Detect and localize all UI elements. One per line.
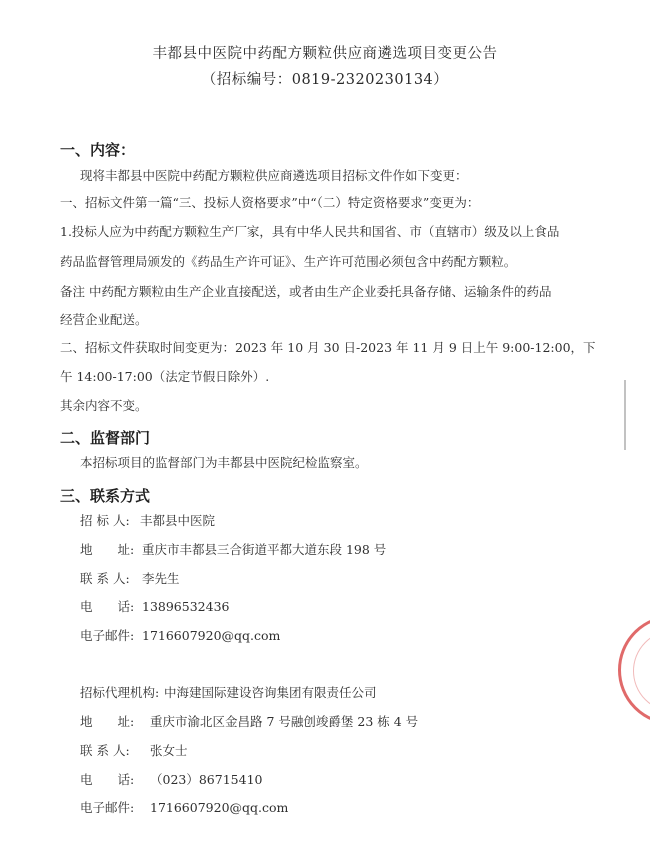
supervision-text: 本招标项目的监督部门为丰都县中医院纪检监察室。: [80, 455, 368, 470]
seal-inner-ring: [633, 630, 650, 712]
agency-contact-label: 联 系 人:: [80, 743, 130, 758]
tenderer-phone-label: 电 话:: [80, 599, 135, 614]
agency-contact-value: 张女士: [150, 743, 188, 758]
red-seal-stamp: [618, 615, 650, 725]
tenderer-row: [80, 515, 215, 528]
agency-row: [80, 687, 377, 700]
document-title: 丰都县中医院中药配方颗粒供应商遴选项目变更公告: [152, 46, 498, 62]
agency-address-row: [80, 716, 418, 729]
content-item-1-line1: 1.投标人应为中药配方颗粒生产厂家，具有中华人民共和国省、市（直辖市）级及以上食品: [60, 224, 560, 239]
tenderer-address-label: 地 址:: [80, 542, 135, 557]
agency-email-value: 1716607920@qq.com: [150, 800, 289, 815]
agency-address-value: 重庆市渝北区金昌路 7 号融创竣爵堡 23 栋 4 号: [150, 714, 419, 729]
content-change-1: 一、招标文件第一篇“三、投标人资格要求”中“（二）特定资格要求”变更为：: [60, 195, 480, 210]
agency-phone-value: （023）86715410: [150, 772, 263, 787]
content-change-2-line1: 二、招标文件获取时间变更为：2023 年 10 月 30 日-2023 年 11 月 9 日上午 9:00-12:00，下: [60, 340, 596, 355]
agency-contact-row: [80, 745, 188, 758]
tenderer-contact-value: 李先生: [142, 571, 180, 586]
agency-phone-label: 电 话:: [80, 772, 135, 787]
content-closing: 其余内容不变。: [60, 398, 148, 413]
agency-email-label: 电子邮件:: [80, 800, 135, 815]
agency-address-label: 地 址:: [80, 714, 135, 729]
binding-mark: [624, 380, 650, 450]
agency-value: 中海建国际建设咨询集团有限责任公司: [164, 685, 377, 700]
tenderer-value: 丰都县中医院: [140, 513, 216, 528]
tenderer-phone-value: 13896532436: [142, 599, 230, 614]
tenderer-email-row: [80, 630, 280, 643]
tenderer-address-row: [80, 544, 386, 557]
agency-phone-row: [80, 774, 262, 787]
tenderer-address-value: 重庆市丰都县三合街道平都大道东段 198 号: [142, 542, 387, 557]
tenderer-email-label: 电子邮件:: [80, 628, 135, 643]
agency-email-row: [80, 802, 288, 815]
content-change-2-line2: 午 14:00-17:00（法定节假日除外）.: [60, 369, 270, 384]
section-heading-supervision: 二、监督部门: [60, 429, 151, 447]
content-item-1-line2: 药品监督管理局颁发的《药品生产许可证》、生产许可范围必须包含中药配方颗粒。: [60, 254, 517, 269]
tenderer-contact-label: 联 系 人:: [80, 571, 130, 586]
tenderer-label: 招 标 人:: [80, 513, 130, 528]
content-note-line2: 经营企业配送。: [60, 312, 148, 327]
tenderer-email-value: 1716607920@qq.com: [142, 628, 281, 643]
section-heading-content: 一、内容：: [60, 141, 136, 159]
content-note-line1: 备注 中药配方颗粒由生产企业直接配送，或者由生产企业委托具备存储、运输条件的药品: [60, 284, 552, 299]
tenderer-phone-row: [80, 601, 229, 614]
content-intro: 现将丰都县中医院中药配方颗粒供应商遴选项目招标文件作如下变更：: [80, 168, 468, 183]
section-heading-contact: 三、联系方式: [60, 487, 151, 505]
agency-label: 招标代理机构:: [80, 685, 160, 700]
tender-number: （招标编号：0819-2320230134）: [201, 72, 449, 88]
tenderer-contact-row: [80, 573, 180, 586]
